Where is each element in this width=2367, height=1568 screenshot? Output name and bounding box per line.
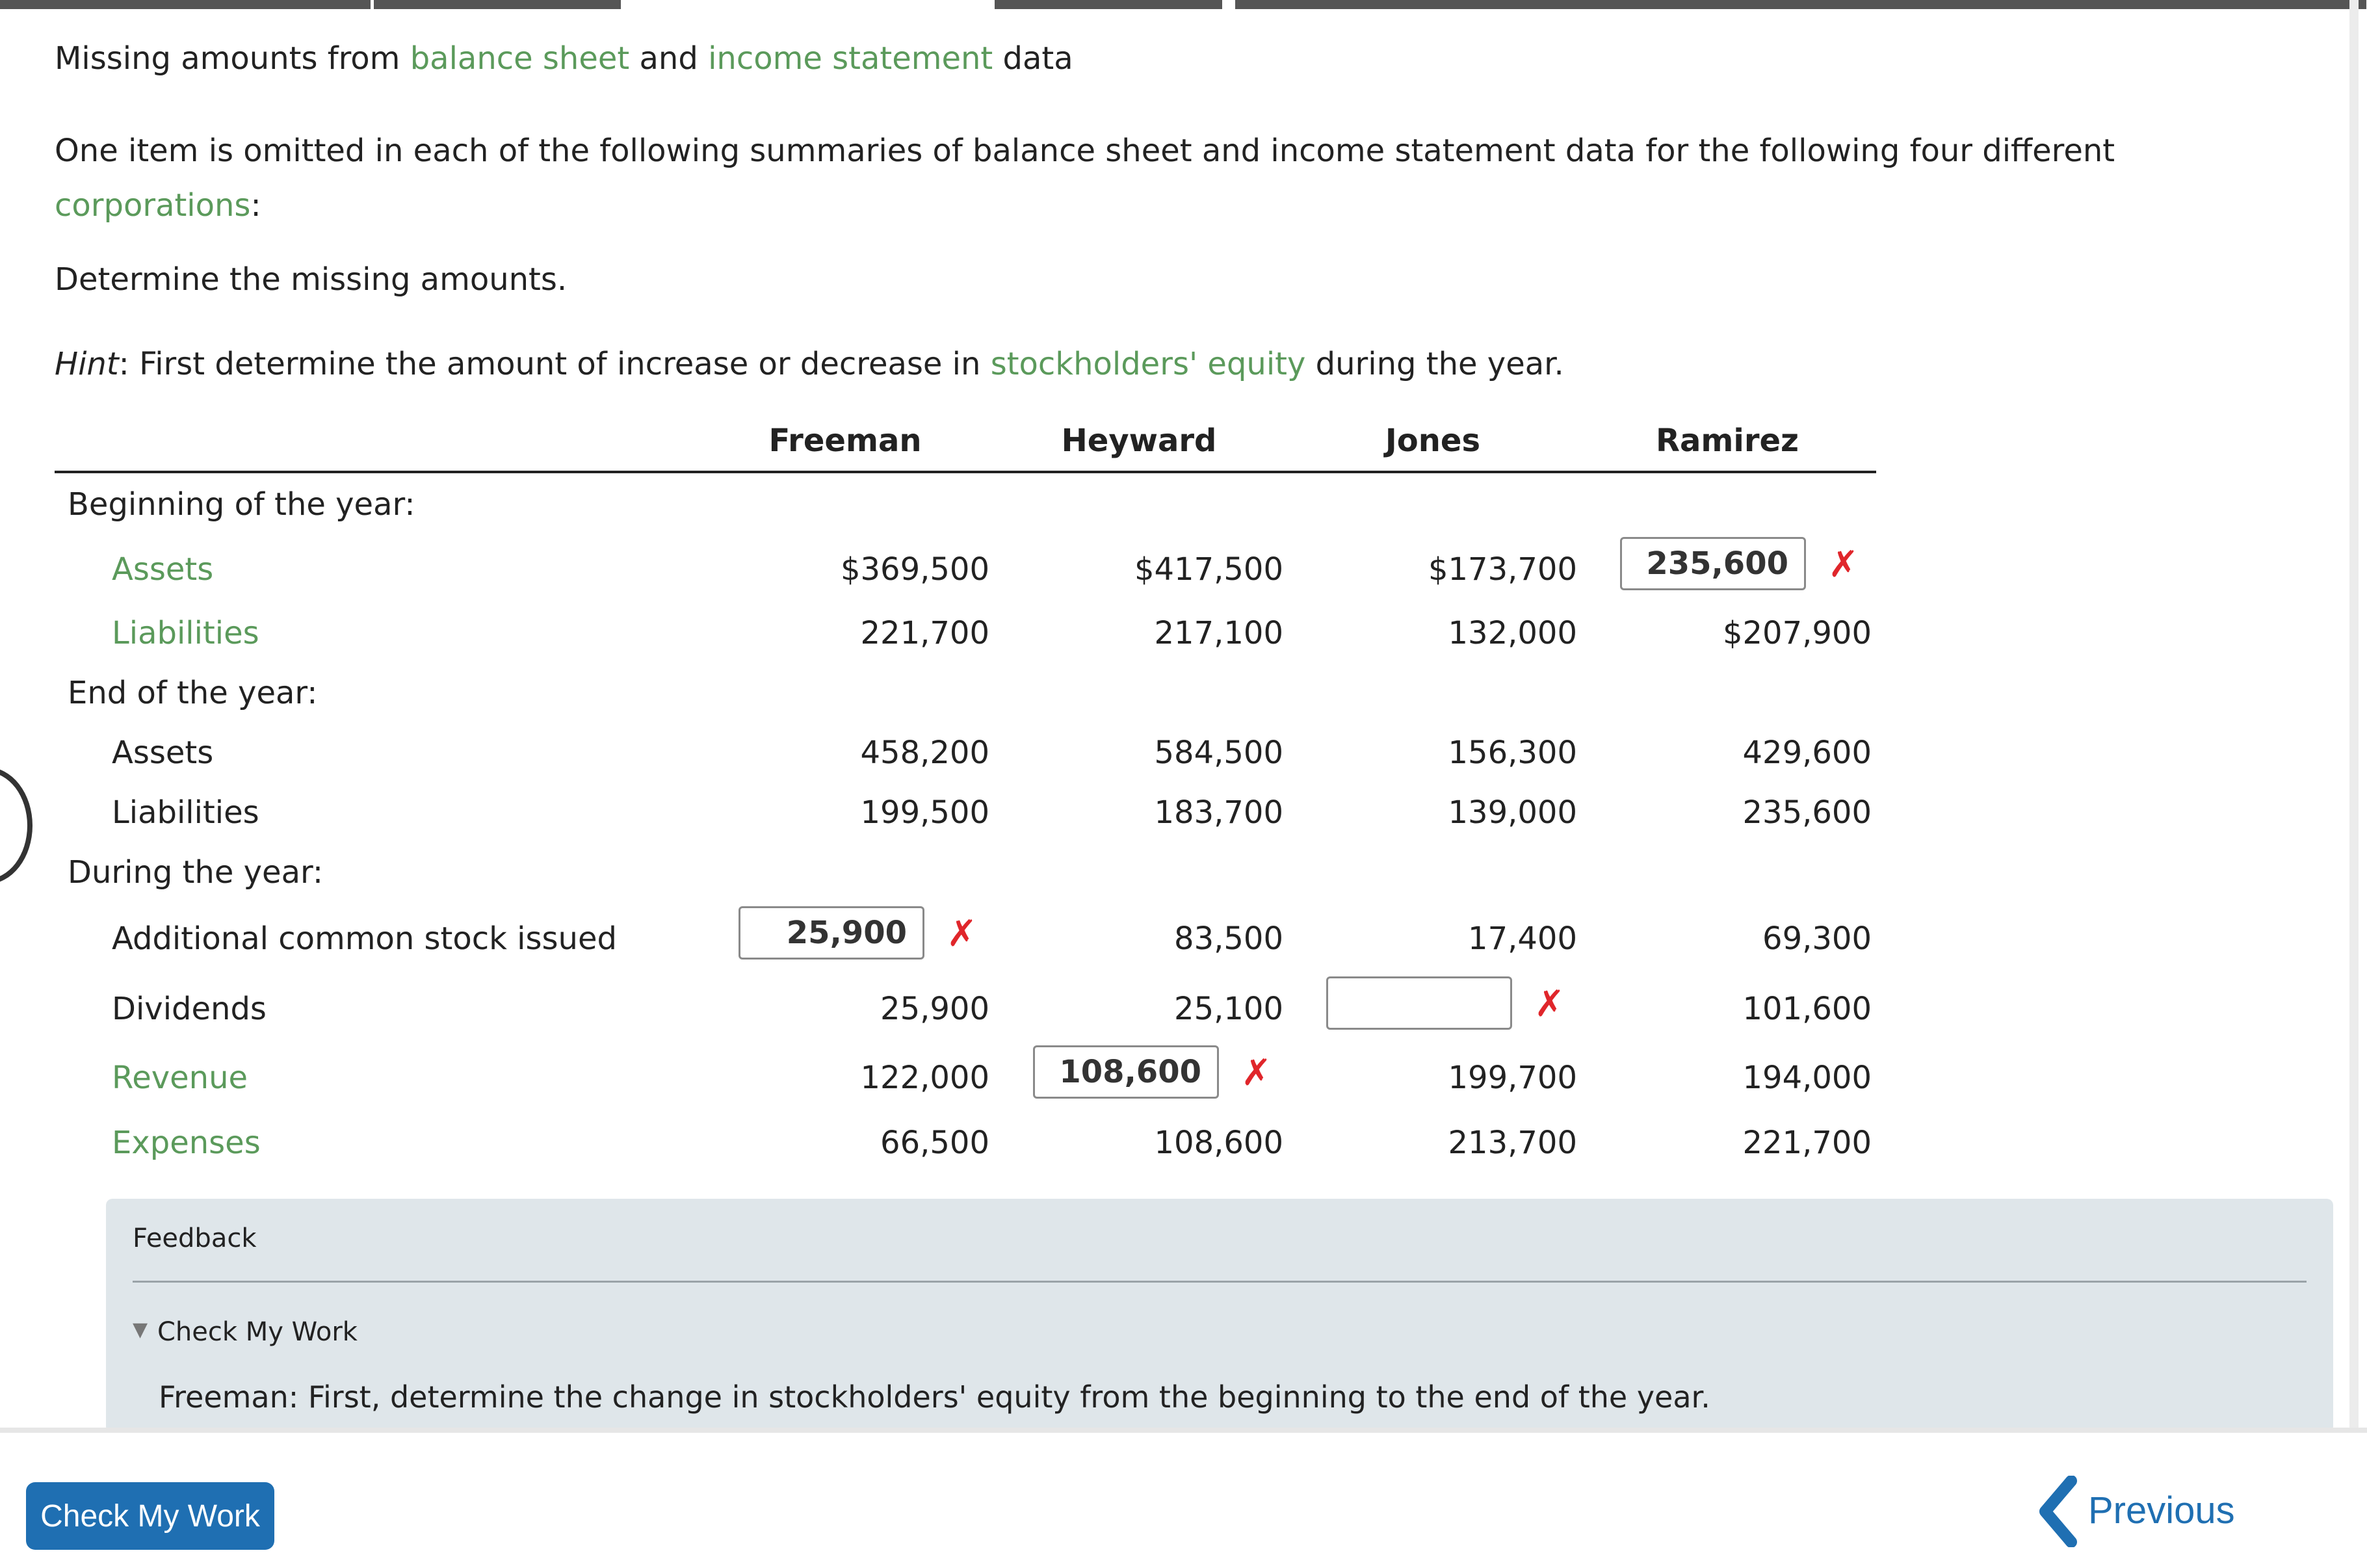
row-label-expenses[interactable]: Expenses xyxy=(112,1125,261,1161)
check-my-work-toggle[interactable]: Check My Work xyxy=(157,1317,358,1347)
hint-text: Hint: First determine the amount of increase or decrease in stockholders' equity during the year. xyxy=(55,346,1564,382)
column-header-freeman: Freeman xyxy=(768,423,922,459)
cell-ramirez-dividends: 101,600 xyxy=(1742,991,1872,1027)
cell-heyward-stock-issued: 83,500 xyxy=(1174,921,1283,957)
top-tab-bar xyxy=(0,0,2367,9)
cell-freeman-expenses: 66,500 xyxy=(880,1125,989,1161)
top-tab-3[interactable] xyxy=(995,0,1222,9)
top-tab-2[interactable] xyxy=(374,0,621,9)
cell-jones-stock-issued: 17,400 xyxy=(1468,921,1577,957)
cell-heyward-expenses: 108,600 xyxy=(1154,1125,1283,1161)
cell-freeman-revenue: 122,000 xyxy=(860,1060,989,1096)
wrong-answer-icon: ✗ xyxy=(1828,543,1859,586)
stockholders-equity-link[interactable]: stockholders' equity xyxy=(990,346,1306,382)
row-label-revenue[interactable]: Revenue xyxy=(112,1060,248,1096)
row-label-dividends: Dividends xyxy=(112,991,267,1027)
check-my-work-button[interactable]: Check My Work xyxy=(26,1482,274,1550)
cell-heyward-begin-assets: $417,500 xyxy=(1134,551,1283,588)
cell-jones-begin-liabilities: 132,000 xyxy=(1448,615,1577,651)
disclosure-triangle-icon[interactable]: ▼ xyxy=(133,1318,148,1341)
instruction-text: Determine the missing amounts. xyxy=(55,261,568,298)
bottom-bar xyxy=(0,1428,2367,1568)
cell-heyward-end-liabilities: 183,700 xyxy=(1154,794,1283,831)
column-header-ramirez: Ramirez xyxy=(1656,423,1799,459)
top-tab-1[interactable] xyxy=(0,0,371,9)
wrong-answer-icon: ✗ xyxy=(1241,1052,1272,1094)
section-during-year: During the year: xyxy=(68,854,324,891)
cell-jones-revenue: 199,700 xyxy=(1448,1060,1577,1096)
input-jones-dividends[interactable] xyxy=(1326,976,1512,1030)
row-label-begin-assets[interactable]: Assets xyxy=(112,551,214,588)
scrollbar-track[interactable] xyxy=(2349,0,2359,1430)
cell-freeman-begin-assets: $369,500 xyxy=(840,551,989,588)
cell-ramirez-revenue: 194,000 xyxy=(1742,1060,1872,1096)
page-title: Missing amounts from balance sheet and income statement data xyxy=(55,40,1073,77)
cell-ramirez-end-liabilities: 235,600 xyxy=(1742,794,1872,831)
corporations-link[interactable]: corporations xyxy=(55,187,251,224)
cell-heyward-end-assets: 584,500 xyxy=(1154,735,1283,771)
intro-text: One item is omitted in each of the following summaries of balance sheet and income statement data for the following four different corporations: xyxy=(55,133,2115,224)
row-label-begin-liabilities[interactable]: Liabilities xyxy=(112,615,259,651)
cell-heyward-dividends: 25,100 xyxy=(1174,991,1283,1027)
input-ramirez-begin-assets[interactable]: 235,600 xyxy=(1620,537,1806,590)
section-beginning-of-year: Beginning of the year: xyxy=(68,486,415,523)
cell-ramirez-stock-issued: 69,300 xyxy=(1762,921,1872,957)
wrong-answer-icon: ✗ xyxy=(947,913,977,955)
row-label-end-assets: Assets xyxy=(112,735,214,771)
column-header-heyward: Heyward xyxy=(1061,423,1217,459)
header-divider xyxy=(55,471,1876,473)
balance-sheet-link[interactable]: balance sheet xyxy=(410,40,630,77)
top-tab-4[interactable] xyxy=(1235,0,2366,9)
cell-jones-end-liabilities: 139,000 xyxy=(1448,794,1577,831)
cell-heyward-begin-liabilities: 217,100 xyxy=(1154,615,1283,651)
row-label-end-liabilities: Liabilities xyxy=(112,794,259,831)
cell-freeman-begin-liabilities: 221,700 xyxy=(860,615,989,651)
cell-ramirez-end-assets: 429,600 xyxy=(1742,735,1872,771)
previous-label: Previous xyxy=(2088,1489,2235,1532)
input-freeman-stock-issued[interactable]: 25,900 xyxy=(739,906,924,960)
cell-jones-begin-assets: $173,700 xyxy=(1428,551,1577,588)
feedback-divider xyxy=(133,1281,2307,1283)
cell-freeman-dividends: 25,900 xyxy=(880,991,989,1027)
row-label-stock-issued: Additional common stock issued xyxy=(112,921,617,957)
feedback-text: Freeman: First, determine the change in stockholders' equity from the beginning to the end of the year. xyxy=(159,1379,1710,1415)
feedback-title: Feedback xyxy=(133,1223,257,1253)
cell-freeman-end-liabilities: 199,500 xyxy=(860,794,989,831)
column-header-jones: Jones xyxy=(1385,423,1481,459)
partial-circle-decoration xyxy=(0,767,33,884)
chevron-left-icon xyxy=(2035,1476,2080,1547)
section-end-of-year: End of the year: xyxy=(68,675,318,711)
wrong-answer-icon: ✗ xyxy=(1534,983,1565,1025)
cell-freeman-end-assets: 458,200 xyxy=(860,735,989,771)
cell-jones-end-assets: 156,300 xyxy=(1448,735,1577,771)
input-heyward-revenue[interactable]: 108,600 xyxy=(1033,1045,1219,1099)
cell-jones-expenses: 213,700 xyxy=(1448,1125,1577,1161)
income-statement-link[interactable]: income statement xyxy=(708,40,993,77)
cell-ramirez-begin-liabilities: $207,900 xyxy=(1722,615,1872,651)
cell-ramirez-expenses: 221,700 xyxy=(1742,1125,1872,1161)
